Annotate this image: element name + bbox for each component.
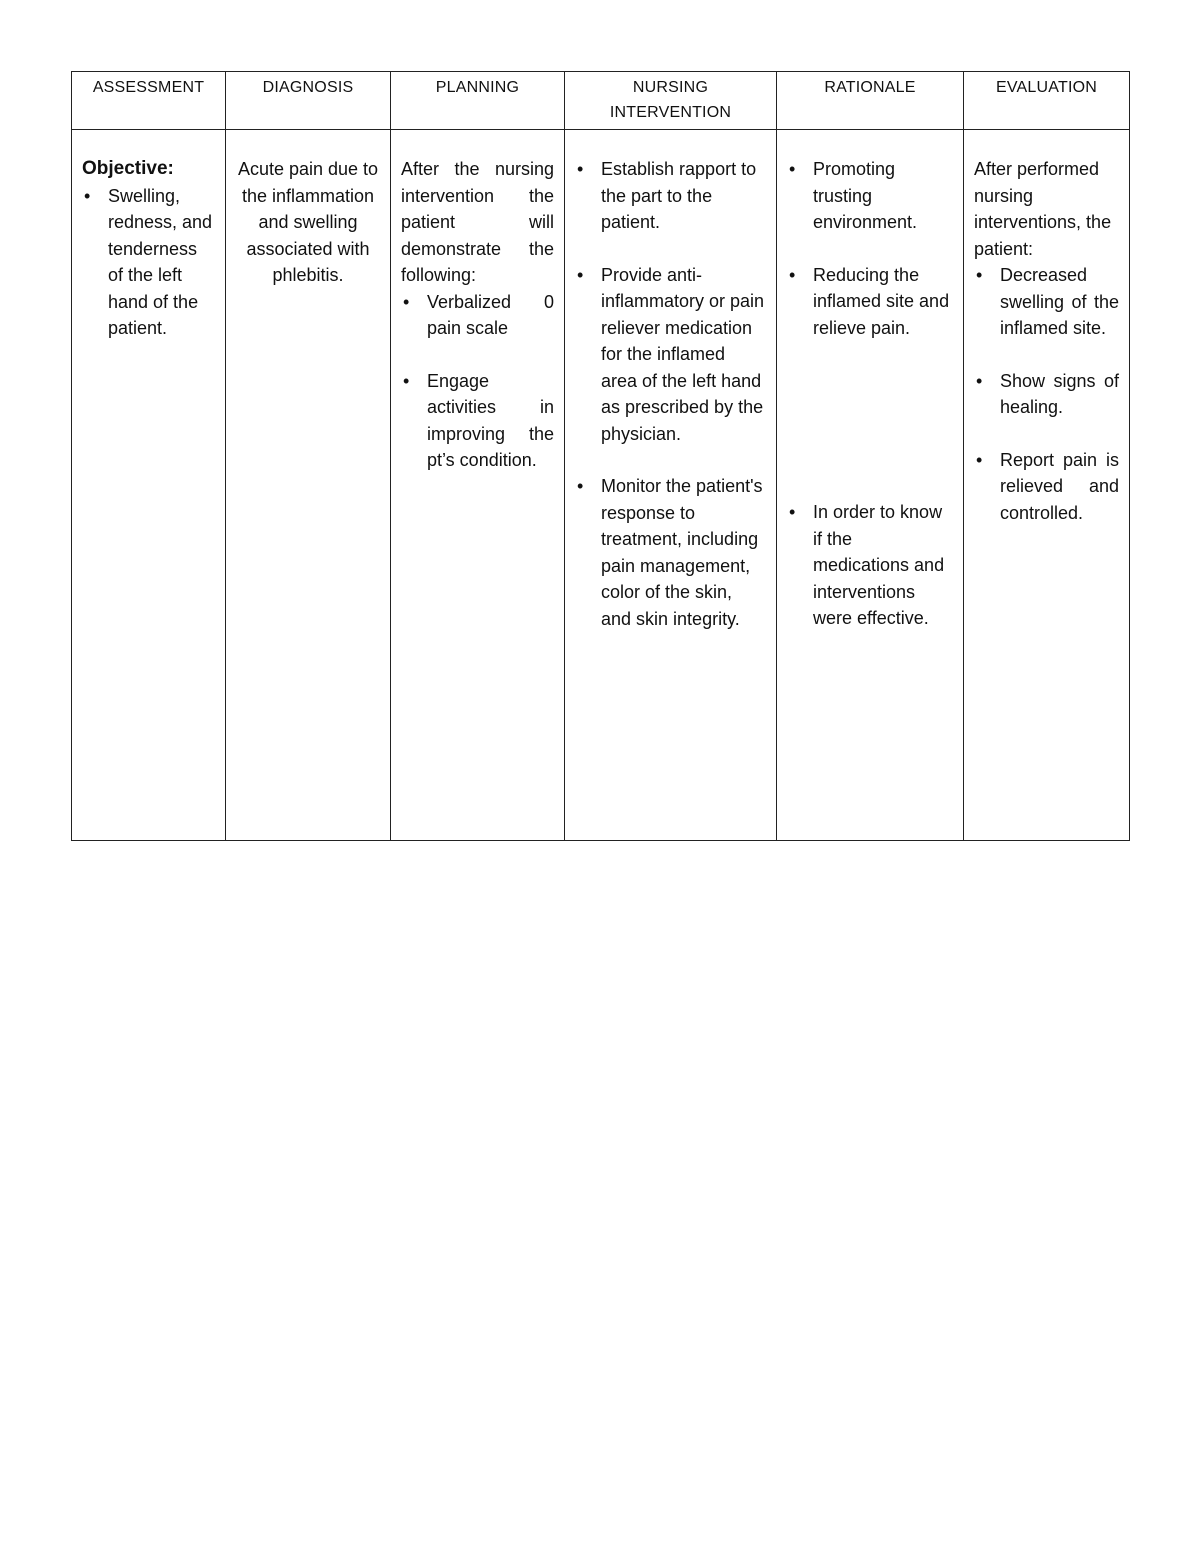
evaluation-item: • Show signs of healing. bbox=[974, 368, 1119, 421]
intervention-item: • Monitor the patient's response to treatment, including pain management, color of the skin, and skin integrity. bbox=[575, 473, 766, 632]
evaluation-item: • Report pain is relieved and controlled. bbox=[974, 447, 1119, 527]
assessment-list bbox=[82, 183, 215, 342]
rationale-item: • In order to know if the medications and interventions were effective. bbox=[787, 499, 953, 632]
intervention-item: • Establish rapport to the part to the patient. bbox=[575, 156, 766, 236]
intervention-list bbox=[575, 156, 766, 632]
rationale-item: • Reducing the inflamed site and relieve pain. bbox=[787, 262, 953, 342]
header-assessment: ASSESSMENT bbox=[72, 72, 226, 130]
header-row bbox=[72, 72, 1130, 130]
intervention-item: • Provide anti-inflammatory or pain reliever medication for the inflamed area of the left hand as prescribed by the physician. bbox=[575, 262, 766, 448]
header-planning: PLANNING bbox=[391, 72, 565, 130]
planning-list bbox=[401, 289, 554, 474]
evaluation-item: • Decreased swelling of the inflamed site. bbox=[974, 262, 1119, 342]
objective-heading: Objective: bbox=[82, 158, 174, 179]
rationale-item: • Promoting trusting environment. bbox=[787, 156, 953, 236]
evaluation-list bbox=[974, 262, 1119, 526]
planning-cell bbox=[391, 130, 565, 841]
planning-intro: After the nursing intervention the patient will demonstrate the following: bbox=[401, 159, 554, 285]
rationale-list bbox=[787, 156, 953, 632]
header-evaluation: EVALUATION bbox=[964, 72, 1130, 130]
diagnosis-text: Acute pain due to the inflammation and swelling associated with phlebitis. bbox=[237, 159, 379, 285]
diagnosis-cell bbox=[226, 130, 391, 841]
planning-item: • Verbalized 0 pain scale bbox=[401, 289, 554, 342]
intervention-cell bbox=[565, 130, 777, 841]
evaluation-intro: After performed nursing interventions, the patient: bbox=[974, 159, 1112, 259]
rationale-cell bbox=[777, 130, 964, 841]
content-row bbox=[72, 130, 1130, 841]
nursing-care-plan-table bbox=[71, 71, 1130, 841]
assessment-item: • Swelling, redness, and tenderness of the left hand of the patient. bbox=[82, 183, 215, 342]
header-nursing-intervention: NURSING INTERVENTION bbox=[565, 72, 777, 130]
assessment-cell bbox=[72, 130, 226, 841]
header-rationale: RATIONALE bbox=[777, 72, 964, 130]
header-diagnosis: DIAGNOSIS bbox=[226, 72, 391, 130]
planning-item: • Engage activities in improving the pt’s condition. bbox=[401, 368, 554, 474]
evaluation-cell bbox=[964, 130, 1130, 841]
